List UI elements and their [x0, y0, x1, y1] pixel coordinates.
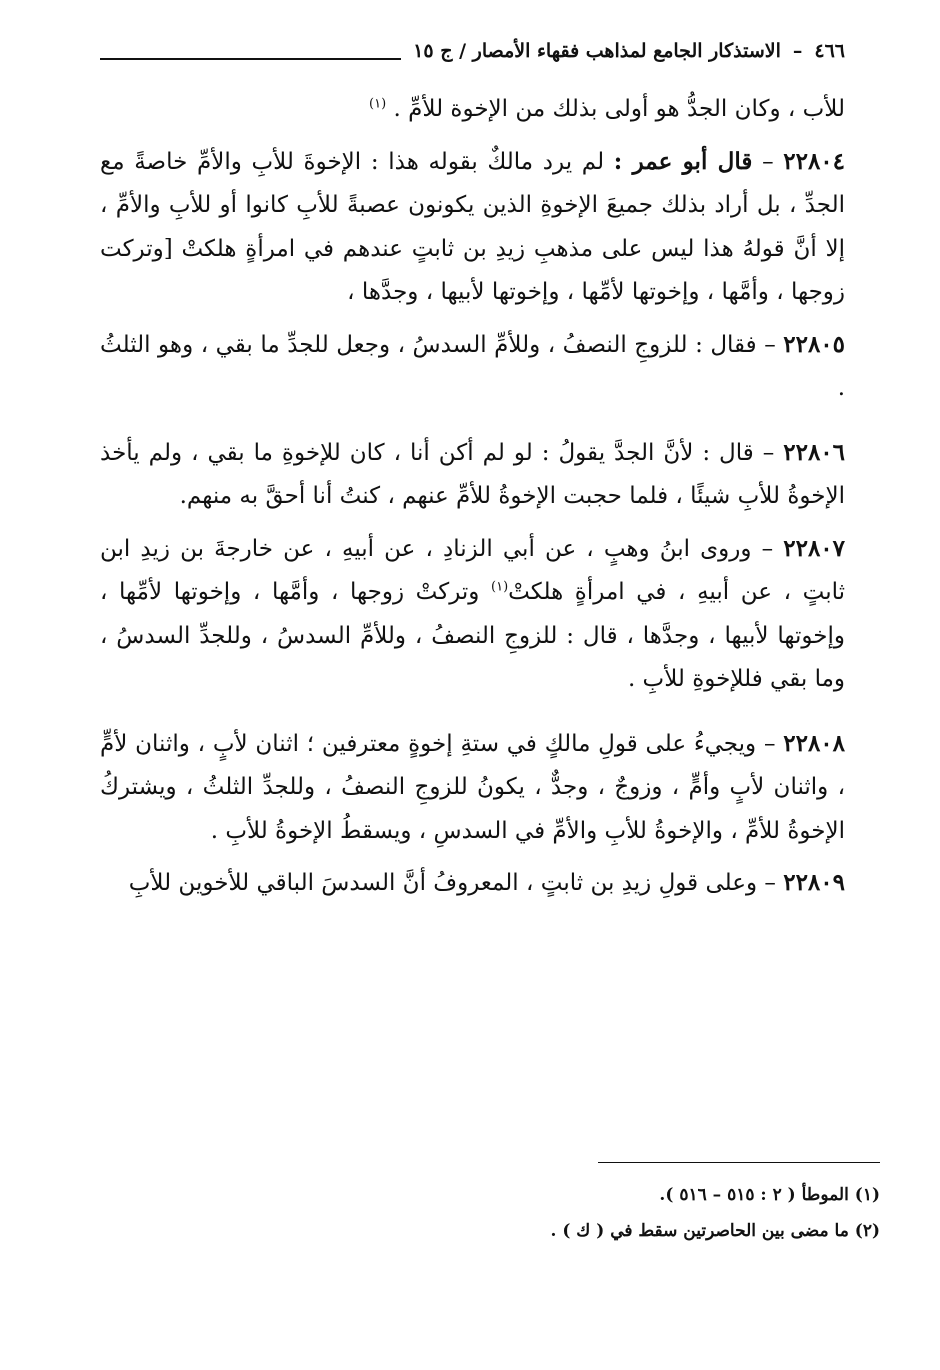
paragraph-text: وعلى قولِ زيدِ بن ثابتٍ ، المعروفُ أنَّ السدسَ الباقي للأخوين للأبِ — [128, 870, 758, 896]
paragraph-number: ٢٢٨٠٥ — [783, 330, 846, 358]
paragraph-22807 — [100, 527, 845, 702]
footnote-rule — [598, 1162, 880, 1163]
header-rule — [100, 58, 401, 60]
paragraph-dash: – — [764, 331, 776, 358]
paragraph-22806 — [100, 431, 845, 519]
header-separator: – — [792, 40, 803, 62]
paragraph-text-continued: وتركتْ زوجها ، وأمَّها ، وإخوتها لأمِّها ، وإخوتها لأبيها ، وجدَّها ، قال : للزوجِ النصفُ ، وللأمِّ السدسُ ، وللجدِّ السدسُ ، وما بقي فللإخوةِ للأبِ . — [100, 579, 845, 692]
paragraph-number: ٢٢٨٠٧ — [783, 534, 846, 562]
paragraph-22808 — [100, 722, 845, 854]
page-number: ٤٦٦ — [814, 40, 845, 62]
speaker-label: قال أبو عمر : — [613, 147, 753, 175]
paragraph-number: ٢٢٨٠٤ — [783, 147, 846, 175]
paragraph-text: قال : لأنَّ الجدَّ يقولُ : لو لم أكن أنا ، كان للإخوةِ ما بقي ، ولم يأخذ الإخوةُ للأبِ شيئًا ، فلما حجبت الإخوةُ للأمِّ عنهم ، كنتُ أنا أحقَّ به منهم. — [100, 439, 845, 509]
paragraph-dash: – — [764, 870, 776, 896]
footnotes — [100, 1180, 880, 1252]
paragraph-dash: – — [763, 730, 776, 757]
paragraph-text: وروى ابنُ وهبٍ ، عن أبي الزنادِ ، عن أبيهِ ، عن خارجةَ بن زيدِ ابن ثابتٍ ، عن أبيهِ ، في امرأةٍ هلكتْ — [100, 535, 846, 605]
paragraph-number: ٢٢٨٠٨ — [783, 729, 846, 757]
paragraph-number: ٢٢٨٠٦ — [783, 438, 846, 466]
book-title: الاستذكار الجامع لمذاهب فقهاء الأمصار / ج ١٥ — [413, 40, 781, 62]
paragraph-22804 — [100, 140, 845, 315]
paragraph-22805 — [100, 323, 845, 411]
paragraph-text: ويجيءُ على قولِ مالكٍ في ستةِ إخوةٍ معترفين ؛ اثنان لأبٍ ، واثنان لأمٍّ ، واثنان لأبٍ وأمٍّ ، وزوجٌ ، وجدٌّ ، يكونُ للزوجِ النصفُ ، وللجدِّ الثلثُ ، ويشتركُ الإخوةُ للأمِّ ، والإخوةُ للأبِ والأمِّ في السدسِ ، ويسقطُ الإخوةُ للأبِ . — [100, 730, 845, 844]
footnote-2: (٢) ما مضى بين الحاصرتين سقط في ( ك ) . — [550, 1221, 880, 1241]
footnote-ref: (١) — [491, 579, 509, 595]
running-header — [100, 36, 845, 66]
paragraph-dash: – — [761, 535, 774, 562]
paragraph-continuation — [100, 88, 845, 132]
paragraph-text: فقال : للزوجِ النصفُ ، وللأمِّ السدسُ ، وجعل للجدِّ ما بقي ، وهو الثلثُ . — [100, 331, 845, 401]
footnote-ref: (١) — [369, 96, 387, 112]
main-text — [100, 88, 845, 906]
paragraph-text: للأب ، وكان الجدُّ هو أولى بذلك من الإخوة للأمِّ . — [393, 96, 845, 122]
footnote-1: (١) الموطأ ( ٢ : ٥١٥ – ٥١٦ ). — [659, 1185, 880, 1205]
paragraph-text: لم يرد مالكٌ بقوله هذا : الإخوةَ للأبِ والأمِّ خاصةً مع الجدِّ ، بل أراد بذلك جميعَ الإخوةِ الذين يكونون عصبةً للأبِ كانوا أو للأبِ والأمِّ ، إلا أنَّ قولهُ هذا ليس على مذهبِ زيدِ بن ثابتٍ عندهم في امرأةٍ هلكتْ [وتركت زوجها ، وأمَّها ، وإخوتها لأمِّها ، وإخوتها لأبيها ، وجدَّها ، — [100, 148, 845, 305]
paragraph-22809 — [100, 861, 845, 906]
paragraph-dash: – — [762, 148, 774, 175]
paragraph-number: ٢٢٨٠٩ — [783, 869, 845, 896]
paragraph-dash: – — [762, 439, 775, 466]
